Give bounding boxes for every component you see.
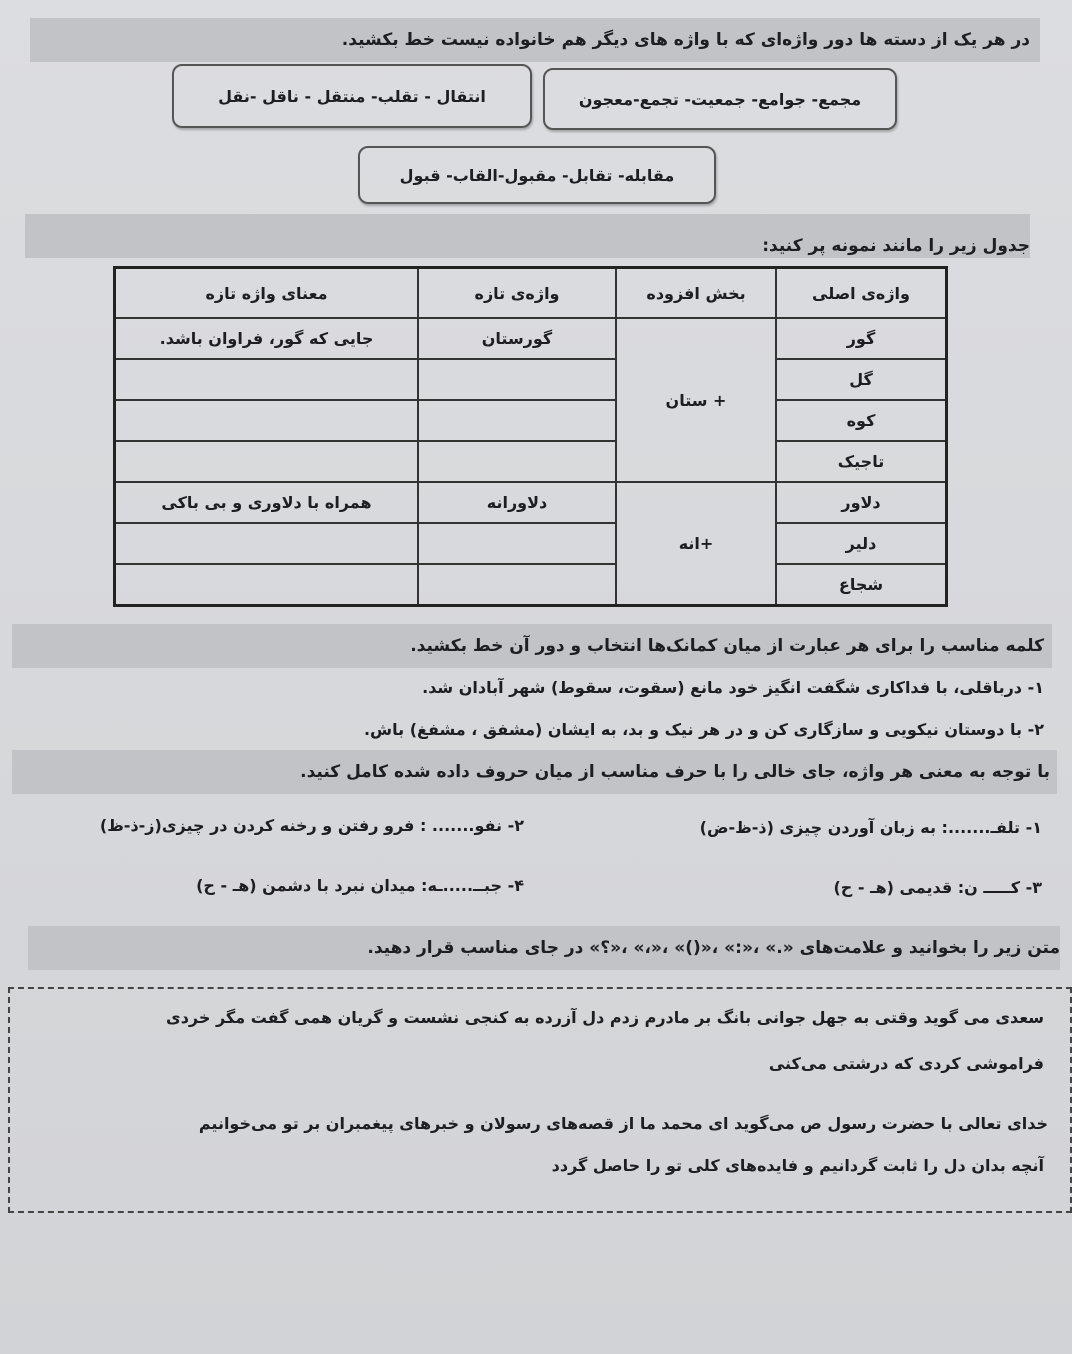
section3-title: کلمه مناسب را برای هر عبارت از میان کمانک‌ها انتخاب و دور آن خط بکشید. [410,636,1044,656]
passage-line-3: خدای تعالی با حضرت رسول ص می‌گوید ای محمد ما از قصه‌های رسولان و خبرهای پیغمبران بر تو می‌خوانیم [198,1114,1048,1133]
cell-new-word: دلاورانه [418,482,616,523]
cell-meaning-blank[interactable] [115,400,419,441]
table-header-row [115,268,947,319]
passage-line-4: آنچه بدان دل را ثابت گردانیم و فایده‌های کلی تو را حاصل گردد [551,1156,1044,1175]
word-building-table [113,266,948,607]
question-3-2: ۲- با دوستان نیکویی و سازگاری کن و در هر نیک و بد، به ایشان (مشفق ، مشفغ) باش. [363,720,1044,739]
word-group-1[interactable]: مجمع- جوامع- جمعیت- تجمع-معجون [543,68,897,130]
cell-base-word: دلیر [776,523,947,564]
cell-new-word-blank[interactable] [418,441,616,482]
cell-suffix-aneh: +انه [616,482,776,606]
cell-base-word: شجاع [776,564,947,606]
cell-new-word-blank[interactable] [418,400,616,441]
passage-line-2: فراموشی کردی که درشتی می‌کنی [768,1054,1044,1073]
question-4-2: ۲- نفو....... : فرو رفتن و رخنه کردن در چیزی(ز-ذ-ظ) [99,816,524,835]
section2-title: جدول زیر را مانند نمونه پر کنید: [762,236,1030,256]
cell-new-word: گورستان [418,318,616,359]
header-base-word: واژه‌ی اصلی [776,268,947,319]
section1-title: در هر یک از دسته ها دور واژه‌ای که با واژه های دیگر هم خانواده نیست خط بکشید. [341,30,1030,50]
cell-meaning-blank[interactable] [115,564,419,606]
cell-meaning-blank[interactable] [115,441,419,482]
cell-new-word-blank[interactable] [418,523,616,564]
cell-new-word-blank[interactable] [418,564,616,606]
cell-suffix-sitan: + ستان [616,318,776,482]
question-3-1: ۱- درباقلی، با فداکاری شگفت انگیز خود مانع (سقوت، سقوط) شهر آبادان شد. [422,678,1044,697]
table-row [115,441,947,482]
table-row [115,400,947,441]
section4-title: با توجه به معنی هر واژه، جای خالی را با حرف مناسب از میان حروف داده شده کامل کنید. [300,762,1050,782]
section5-title: متن زیر را بخوانید و علامت‌های «.» ،«:» ،«()» ،«،» ،«؟» در جای مناسب قرار دهید. [367,938,1060,958]
cell-base-word: دلاور [776,482,947,523]
question-4-4: ۴- جبــ.....ـه: میدان نبرد با دشمن (هـ - ح) [196,876,524,895]
cell-base-word: گل [776,359,947,400]
table-row [115,523,947,564]
table-row [115,564,947,606]
cell-base-word: تاجیک [776,441,947,482]
cell-new-word-blank[interactable] [418,359,616,400]
passage-line-1: سعدی می گوید وقتی به جهل جوانی بانگ بر مادرم زدم دل آزرده به کنجی نشست و گریان همی گفت مگر خردی [166,1008,1044,1027]
header-suffix: بخش افزوده [616,268,776,319]
header-new-word: واژه‌ی تازه [418,268,616,319]
word-group-2[interactable]: انتقال - تقلب- منتقل - ناقل -نقل [172,64,532,128]
table-row [115,359,947,400]
cell-base-word: گور [776,318,947,359]
header-meaning: معنای واژه تازه [115,268,419,319]
cell-meaning: جایی که گور، فراوان باشد. [115,318,419,359]
question-4-3: ۳- کـــــ ن: قدیمی (هـ - ح) [833,878,1042,897]
cell-meaning-blank[interactable] [115,359,419,400]
cell-meaning: همراه با دلاوری و بی باکی [115,482,419,523]
table-row [115,482,947,523]
cell-base-word: کوه [776,400,947,441]
cell-meaning-blank[interactable] [115,523,419,564]
question-4-1: ۱- تلفـ.......: به زبان آوردن چیزی (ذ-ظ-ض) [699,818,1042,837]
word-group-3[interactable]: مقابله- تقابل- مقبول-القاب- قبول [358,146,716,204]
table-row [115,318,947,359]
